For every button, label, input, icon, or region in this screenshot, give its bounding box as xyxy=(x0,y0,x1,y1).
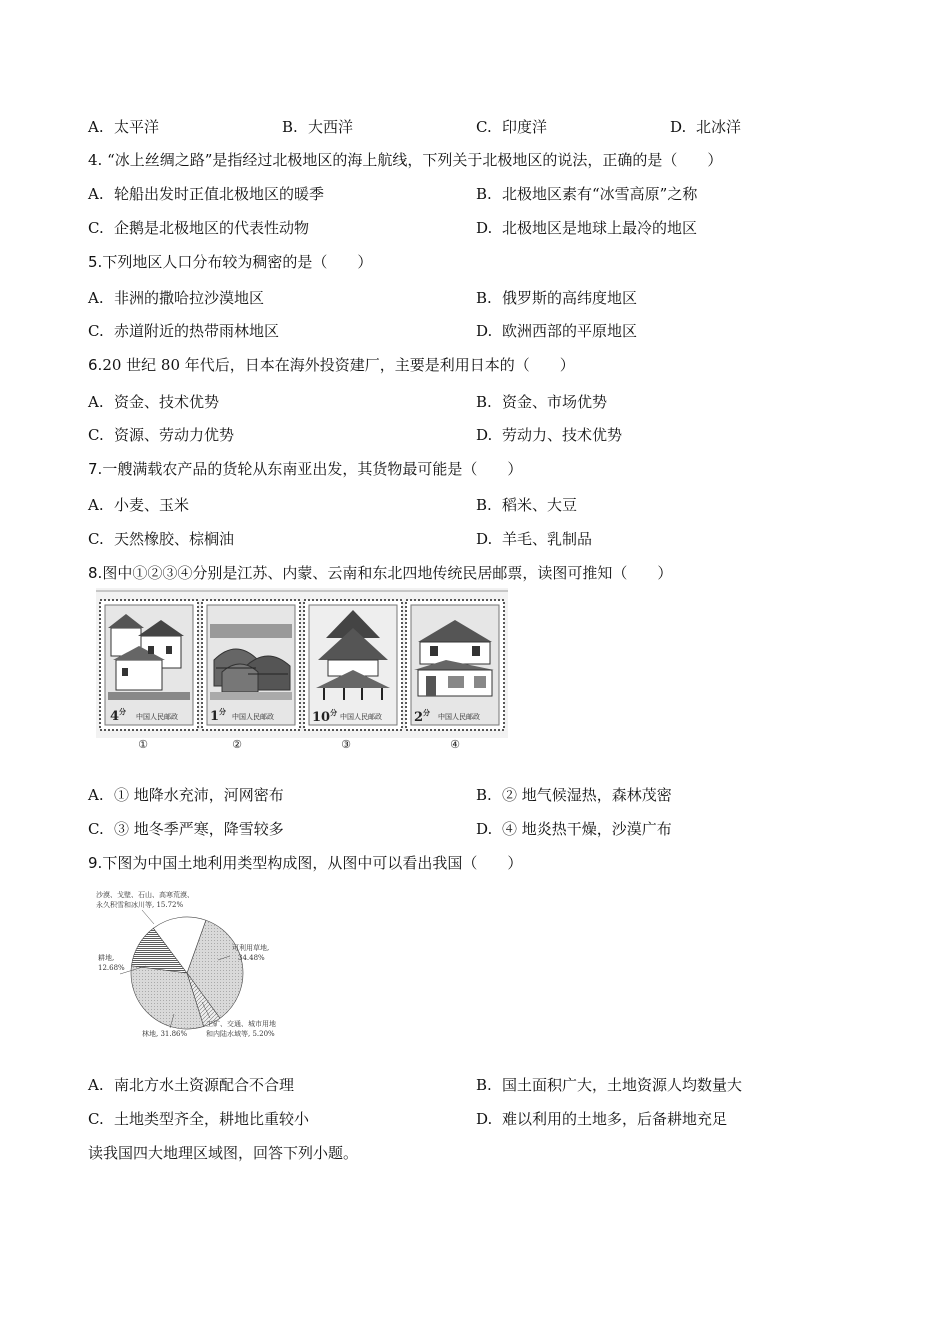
question-text: 图中①②③④分别是江苏、内蒙、云南和东北四地传统民居邮票，读图可推知（ ） xyxy=(102,564,673,582)
option-letter: A. xyxy=(88,185,104,203)
stamp-4 xyxy=(406,600,504,750)
q6-option-a xyxy=(88,392,219,412)
question-number: 9. xyxy=(88,854,103,872)
option-letter: D. xyxy=(476,322,493,340)
q3-option-d xyxy=(670,117,741,137)
stamps-figure xyxy=(96,588,508,750)
stamp-2 xyxy=(202,600,300,750)
caption-mask xyxy=(172,1042,208,1052)
option-letter: B. xyxy=(476,496,492,514)
option-text: 轮船出发时正值北极地区的暖季 xyxy=(114,185,325,203)
pie-slices xyxy=(131,917,243,1029)
q7-option-d xyxy=(476,529,592,549)
option-letter: C. xyxy=(88,1110,104,1128)
option-letter: A. xyxy=(88,1076,104,1094)
option-text: ① 地降水充沛，河网密布 xyxy=(114,786,284,804)
q8-option-a xyxy=(88,785,284,805)
q5-option-c xyxy=(88,321,279,341)
q8-option-d xyxy=(476,819,672,839)
q7-option-a xyxy=(88,495,189,515)
land-use-pie-chart xyxy=(90,888,305,1053)
q4-option-b xyxy=(476,184,697,204)
q5-stem xyxy=(88,252,372,272)
q6-stem xyxy=(88,355,575,375)
label-grassland-line1: 可利用草地, xyxy=(232,944,270,952)
option-text: 非洲的撒哈拉沙漠地区 xyxy=(114,289,265,307)
q3-option-b xyxy=(282,117,353,137)
q4-stem: 4. “冰上丝绸之路”是指经过北极地区的海上航线，下列关于北极地区的说法，正确的是（ ） xyxy=(88,151,723,169)
q3-option-c xyxy=(476,117,547,137)
question-number: 6. xyxy=(88,356,103,374)
option-letter: D. xyxy=(476,1110,493,1128)
question-number: 7. xyxy=(88,460,103,478)
question-text: 下图为中国土地利用类型构成图，从图中可以看出我国（ ） xyxy=(102,854,523,872)
q6-option-d xyxy=(476,425,622,445)
q6-option-c xyxy=(88,425,234,445)
q8-option-c xyxy=(88,819,284,839)
question-text: 20 世纪 80 年代后，日本在海外投资建厂，主要是利用日本的（ ） xyxy=(102,356,575,374)
q9-option-c xyxy=(88,1109,309,1129)
stamp-issuer: 中国人民邮政 xyxy=(340,713,382,721)
label-farmland-line1: 耕地, xyxy=(98,954,115,962)
option-text: 土地类型齐全，耕地比重较小 xyxy=(114,1110,310,1128)
option-text: 印度洋 xyxy=(502,118,548,136)
stamp-3 xyxy=(304,600,402,750)
stamp-issuer: 中国人民邮政 xyxy=(232,713,274,721)
option-letter: B. xyxy=(282,118,298,136)
option-letter: B. xyxy=(476,393,492,411)
q4-option-a xyxy=(88,184,324,204)
stamp-label: ④ xyxy=(450,738,460,750)
option-text: ③ 地冬季严寒，降雪较多 xyxy=(114,820,284,838)
question-text: 一艘满载农产品的货轮从东南亚出发，其货物最可能是（ ） xyxy=(102,460,523,478)
q7-option-c xyxy=(88,529,234,549)
option-text: 小麦、玉米 xyxy=(114,496,190,514)
label-industry-line1: 工矿、交通、城市用地 xyxy=(206,1020,276,1028)
option-text: ② 地气候湿热，森林茂密 xyxy=(502,786,672,804)
option-letter: A. xyxy=(88,118,104,136)
q8-stem xyxy=(88,563,672,583)
q7-stem xyxy=(88,459,522,479)
label-forest: 林地, 31.86% xyxy=(142,1030,188,1038)
option-text: 欧洲西部的平原地区 xyxy=(502,322,638,340)
option-letter: A. xyxy=(88,496,104,514)
question-number: 5. xyxy=(88,253,103,271)
option-text: 企鹅是北极地区的代表性动物 xyxy=(114,219,310,237)
option-letter: B. xyxy=(476,289,492,307)
option-text: 北极地区是地球上最冷的地区 xyxy=(502,219,698,237)
option-letter: A. xyxy=(88,786,104,804)
question-text: 下列地区人口分布较为稠密的是（ ） xyxy=(102,253,373,271)
q5-option-d xyxy=(476,321,637,341)
option-letter: C. xyxy=(88,820,104,838)
q5-option-b xyxy=(476,288,637,308)
option-letter: D. xyxy=(476,426,493,444)
option-letter: C. xyxy=(88,530,104,548)
label-farmland-line2: 12.68% xyxy=(98,964,125,972)
stamp-label: ③ xyxy=(341,738,351,750)
stamp-value: $10^分$ xyxy=(312,708,338,725)
option-text: 难以利用的土地多，后备耕地充足 xyxy=(502,1110,728,1128)
stamp-issuer: 中国人民邮政 xyxy=(438,713,480,721)
option-text: 资源、劳动力优势 xyxy=(114,426,235,444)
option-text: 太平洋 xyxy=(114,118,160,136)
label-desert-line2: 永久积雪和冰川等, 15.72% xyxy=(96,901,184,909)
q9-option-b xyxy=(476,1075,742,1095)
q9-option-d xyxy=(476,1109,727,1129)
option-letter: B. xyxy=(476,1076,492,1094)
option-text: 国土面积广大，土地资源人均数量大 xyxy=(502,1076,743,1094)
option-text: 南北方水土资源配合不合理 xyxy=(114,1076,295,1094)
option-letter: D. xyxy=(476,820,493,838)
option-text: 资金、技术优势 xyxy=(114,393,220,411)
option-text: 北极地区素有“冰雪高原”之称 xyxy=(502,185,698,203)
option-letter: C. xyxy=(476,118,492,136)
label-grassland-line2: 34.48% xyxy=(238,954,265,962)
option-letter: D. xyxy=(476,219,493,237)
option-text: 资金、市场优势 xyxy=(502,393,608,411)
option-text: 俄罗斯的高纬度地区 xyxy=(502,289,638,307)
q9-option-a xyxy=(88,1075,294,1095)
q4-option-d xyxy=(476,218,697,238)
option-letter: C. xyxy=(88,426,104,444)
leader-line-desert xyxy=(142,910,154,924)
q3-option-a xyxy=(88,117,159,137)
q9-stem xyxy=(88,853,522,873)
option-text: 大西洋 xyxy=(308,118,354,136)
option-letter: B. xyxy=(476,185,492,203)
option-text: 稻米、大豆 xyxy=(502,496,578,514)
stamp-label: ② xyxy=(232,738,242,750)
stamp-label: ① xyxy=(138,738,148,750)
option-letter: C. xyxy=(88,322,104,340)
stamp-value: $4^分$ xyxy=(110,707,127,724)
option-text: 赤道附近的热带雨林地区 xyxy=(114,322,280,340)
q8-option-b xyxy=(476,785,672,805)
q4-option-c xyxy=(88,218,309,238)
option-letter: D. xyxy=(670,118,687,136)
label-desert-line1: 沙漠、戈壁、石山、高寒荒漠、 xyxy=(96,891,194,899)
yurt-illustration xyxy=(210,624,292,700)
option-letter: B. xyxy=(476,786,492,804)
question-number: 8. xyxy=(88,564,103,582)
option-text: 羊毛、乳制品 xyxy=(502,530,593,548)
option-letter: A. xyxy=(88,393,104,411)
option-letter: C. xyxy=(88,219,104,237)
option-text: 天然橡胶、棕榈油 xyxy=(114,530,235,548)
option-text: 北冰洋 xyxy=(696,118,742,136)
stamp-value: $2^分$ xyxy=(414,708,431,725)
q7-option-b xyxy=(476,495,577,515)
option-letter: D. xyxy=(476,530,493,548)
q5-option-a xyxy=(88,288,264,308)
option-text: 劳动力、技术优势 xyxy=(502,426,623,444)
closing-instruction: 读我国四大地理区域图，回答下列小题。 xyxy=(88,1144,359,1162)
option-text: ④ 地炎热干燥，沙漠广布 xyxy=(502,820,672,838)
stamp-value: $1^分$ xyxy=(210,707,227,724)
option-letter: A. xyxy=(88,289,104,307)
stamp-issuer: 中国人民邮政 xyxy=(136,713,178,721)
q6-option-b xyxy=(476,392,607,412)
label-industry-line2: 和内陆水域等, 5.20% xyxy=(206,1030,275,1038)
stamp-1 xyxy=(100,600,198,750)
